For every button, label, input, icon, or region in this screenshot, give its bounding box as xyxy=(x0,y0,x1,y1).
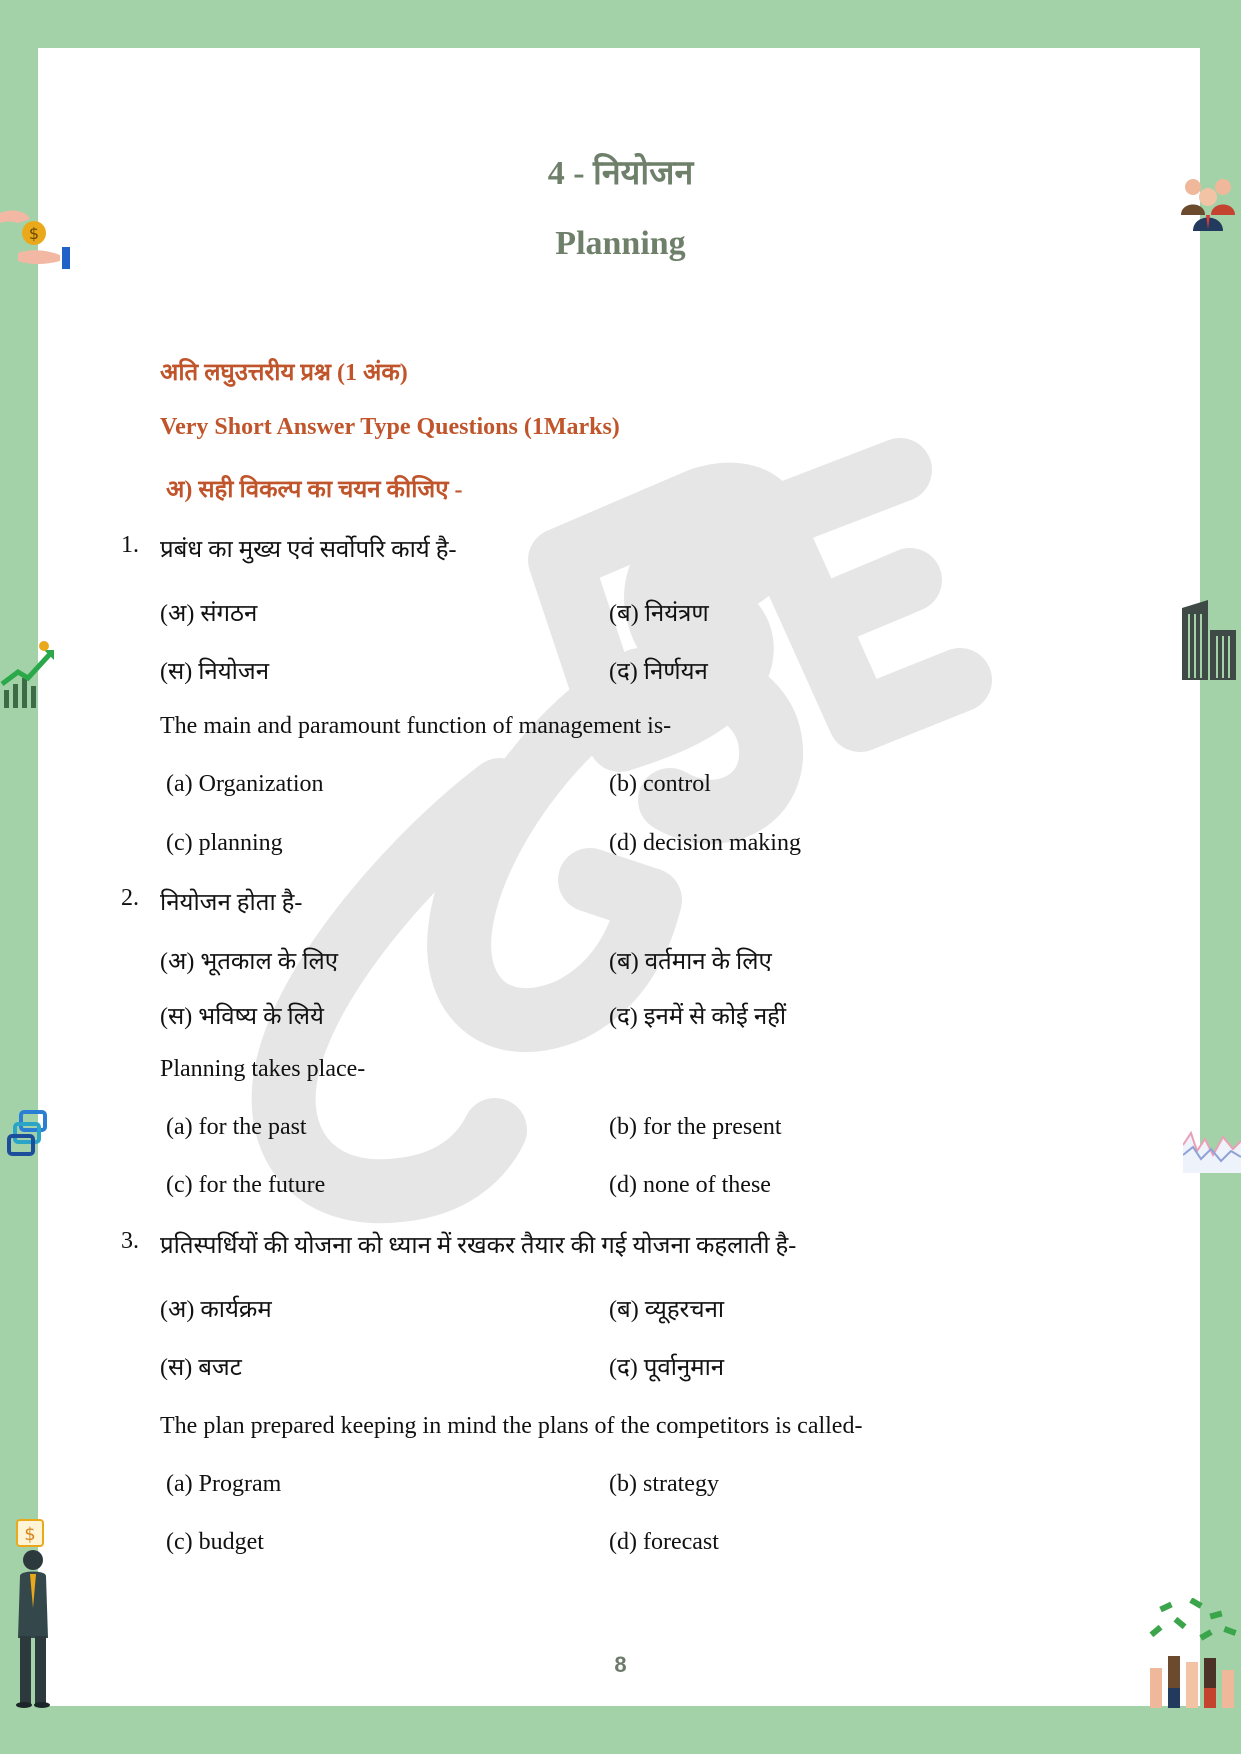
option-english: (b) strategy xyxy=(609,1471,719,1497)
instruction-hindi: अ) सही विकल्प का चयन कीजिए - xyxy=(166,477,463,503)
option-english: (c) planning xyxy=(166,830,283,856)
option-english: (b) for the present xyxy=(609,1114,782,1140)
question-text-english: The plan prepared keeping in mind the plans of the competitors is called- xyxy=(160,1413,863,1439)
question-text-hindi: प्रतिस्पर्धियों की योजना को ध्यान में रखकर तैयार की गई योजना कहलाती है- xyxy=(160,1233,797,1259)
option-hindi: (अ) संगठन xyxy=(160,601,258,627)
option-hindi: (स) बजट xyxy=(160,1355,242,1381)
growth-chart-icon xyxy=(0,640,60,710)
option-hindi: (स) नियोजन xyxy=(160,659,270,685)
question-text-english: The main and paramount function of management is- xyxy=(160,713,672,739)
option-english: (a) for the past xyxy=(166,1114,307,1140)
dollar-sign-icon xyxy=(15,1518,45,1548)
section-heading-english: Very Short Answer Type Questions (1Marks) xyxy=(160,414,620,440)
option-hindi: (ब) वर्तमान के लिए xyxy=(609,949,772,975)
option-english: (d) none of these xyxy=(609,1172,771,1198)
office-building-icon xyxy=(1180,600,1241,682)
option-hindi: (द) इनमें से कोई नहीं xyxy=(609,1004,787,1030)
exchange-cards-icon xyxy=(5,1110,50,1158)
option-hindi: (द) पूर्वानुमान xyxy=(609,1355,725,1381)
page-number: 8 xyxy=(614,1652,627,1677)
business-team-icon xyxy=(1175,175,1241,235)
question-text-english: Planning takes place- xyxy=(160,1056,366,1082)
question-number: 1. xyxy=(121,532,139,558)
businessman-icon xyxy=(8,1548,58,1708)
chapter-title-english: Planning xyxy=(555,225,686,262)
option-hindi: (ब) व्यूहरचना xyxy=(609,1297,725,1323)
question-number: 3. xyxy=(121,1228,139,1254)
option-english: (a) Organization xyxy=(166,771,324,797)
svg-text:$: $ xyxy=(28,224,40,243)
option-english: (c) for the future xyxy=(166,1172,326,1198)
question-text-hindi: प्रबंध का मुख्य एवं सर्वोपरि कार्य है- xyxy=(160,537,457,563)
option-english: (b) control xyxy=(609,771,711,797)
option-english: (d) decision making xyxy=(609,830,801,856)
option-english: (a) Program xyxy=(166,1471,282,1497)
money-hand-icon xyxy=(0,205,75,275)
option-english: (d) forecast xyxy=(609,1529,719,1555)
question-number: 2. xyxy=(121,885,139,911)
option-hindi: (स) भविष्य के लिये xyxy=(160,1004,324,1030)
money-hands-icon xyxy=(1140,1598,1241,1708)
option-hindi: (द) निर्णयन xyxy=(609,659,708,685)
option-english: (c) budget xyxy=(166,1529,264,1555)
option-hindi: (अ) कार्यक्रम xyxy=(160,1297,272,1323)
line-chart-icon xyxy=(1183,1125,1241,1173)
option-hindi: (ब) नियंत्रण xyxy=(609,601,709,627)
svg-text:$: $ xyxy=(24,1524,36,1545)
option-hindi: (अ) भूतकाल के लिए xyxy=(160,949,338,975)
question-text-hindi: नियोजन होता है- xyxy=(160,890,303,916)
section-heading-hindi: अति लघुउत्तरीय प्रश्न (1 अंक) xyxy=(160,360,408,386)
chapter-title-hindi: 4 - नियोजन xyxy=(547,155,694,192)
